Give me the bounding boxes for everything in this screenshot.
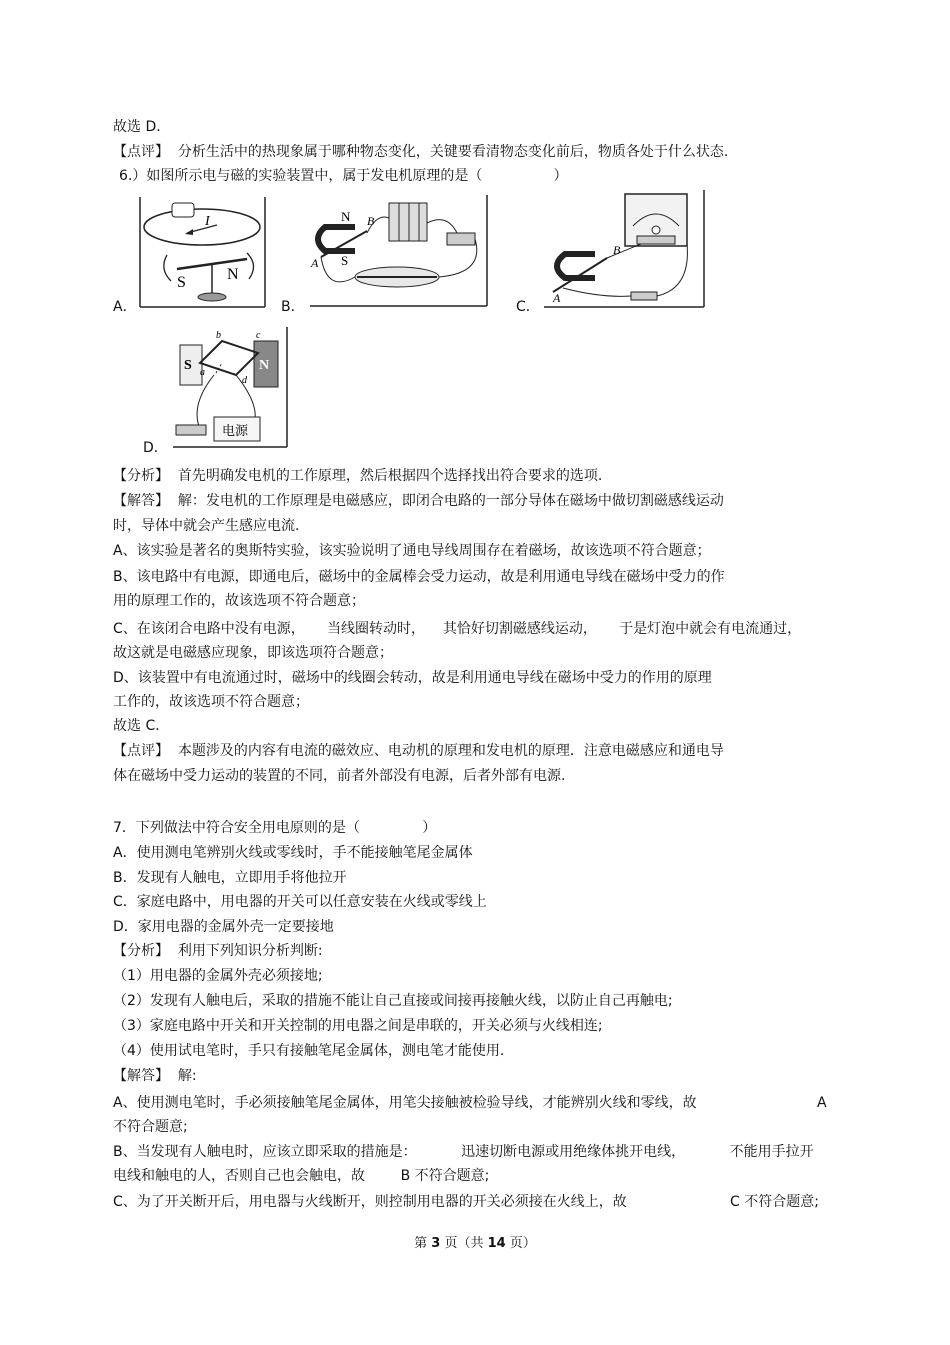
- fig-b-south-label: S: [341, 253, 349, 268]
- q6-answer: 故选 C．: [113, 718, 170, 734]
- q5-comment: 【点评】 分析生活中的热现象属于哪种物态变化，关键要看清物态变化前后，物质各处于什么状态.: [113, 144, 729, 160]
- q7-option-c: C．家庭电路中，用电器的开关可以任意安装在火线或零线上: [113, 894, 487, 910]
- footer-total-pages: 14: [487, 1236, 506, 1251]
- q6-analysis: 【分析】 首先明确发电机的工作原理，然后根据四个选择找出符合要求的选项.: [113, 468, 603, 484]
- q7-point-2: （2）发现有人触电后，采取的措施不能让自己直接或间接再接触火线，以防止自己再触电;: [113, 993, 673, 1009]
- q7-option-a: A．使用测电笔辨别火线或零线时，手不能接触笔尾金属体: [113, 845, 473, 861]
- q7-analysis: 【分析】 利用下列知识分析判断:: [113, 943, 323, 959]
- q7-explain-a-1: A、使用测电笔时，手必须接触笔尾金属体，用笔尖接触被检验导线，才能辨别火线和零线，故: [113, 1095, 697, 1111]
- q6-solution-line-2: 时，导体中就会产生感应电流.: [113, 518, 300, 534]
- fig-d-b-label: b: [216, 330, 221, 341]
- fig-c-b-label: B: [613, 243, 621, 257]
- q5-answer: 故选 D．: [113, 119, 171, 135]
- fig-d-south-label: S: [184, 358, 192, 373]
- q6-solution-line-1: 【解答】 解：发电机的工作原理是电磁感应，即闭合电路的一部分导体在磁场中做切割磁感线运动: [113, 493, 724, 509]
- q6-explain-d-1: D、该装置中有电流通过时，磁场中的线圈会转动，故是利用通电导线在磁场中受力的作用的原理: [113, 670, 712, 686]
- footer-suffix: 页）: [505, 1236, 536, 1251]
- footer-prefix: 第: [414, 1236, 432, 1251]
- fig-d-a-label: a: [200, 367, 205, 378]
- q6-option-a-label: A．: [113, 299, 137, 315]
- fig-a-north-label: N: [227, 266, 239, 283]
- fig-b-north-label: N: [341, 209, 351, 224]
- q6-option-c-label: C．: [516, 299, 540, 315]
- fig-b-b-label: B: [367, 214, 375, 228]
- q7-solution: 【解答】 解:: [113, 1068, 197, 1084]
- q6-figure-c: [541, 188, 706, 310]
- q6-explain-d-2: 工作的，故该选项不符合题意；: [113, 694, 309, 710]
- q7-explain-b-1: B、当发现有人触电时，应该立即采取的措施是： 迅速切断电源或用绝缘体挑开电线， 不能用手拉开: [113, 1144, 814, 1160]
- fig-b-a-label: A: [311, 256, 319, 270]
- q6-explain-c-1: C、在该闭合电路中没有电源， 当线圈转动时， 其恰好切割磁感线运动， 于是灯泡中就会有电流通过，: [113, 621, 802, 637]
- q6-comment-2: 体在磁场中受力运动的装置的不同，前者外部没有电源，后者外部有电源.: [113, 768, 566, 784]
- fig-d-north-label: N: [259, 358, 270, 373]
- q6-option-b-label: B．: [281, 299, 305, 315]
- q6-explain-b-1: B、该电路中有电源，即通电后，磁场中的金属棒会受力运动，故是利用通电导线在磁场中受力的作: [113, 569, 725, 585]
- q6-figure-d: [170, 325, 290, 451]
- q6-figure-b: [307, 193, 489, 310]
- q6-explain-c-2: 故这就是电磁感应现象，即该选项符合题意；: [113, 645, 393, 661]
- fig-a-south-label: S: [177, 274, 186, 291]
- q6-comment-1: 【点评】 本题涉及的内容有电流的磁效应、电动机的原理和发电机的原理．注意电磁感应和通电导: [113, 743, 724, 759]
- q7-explain-b-2: 电线和触电的人，否则自己也会触电，故 B 不符合题意;: [113, 1168, 490, 1184]
- q6-figure-a: [137, 195, 267, 310]
- q7-point-1: （1）用电器的金属外壳必须接地;: [113, 968, 323, 984]
- q7-point-4: （4）使用试电笔时，手只有接触笔尾金属体，测电笔才能使用.: [113, 1043, 505, 1059]
- q6-explain-b-2: 用的原理工作的，故该选项不符合题意；: [113, 593, 365, 609]
- q6-explain-a: A、该实验是著名的奥斯特实验，该实验说明了通电导线周围存在着磁场，故该选项不符合题意；: [113, 543, 711, 559]
- q7-explain-a-tail: A: [817, 1095, 827, 1111]
- q7-option-d: D．家用电器的金属外壳一定要接地: [113, 919, 334, 935]
- q6-option-d-label: D．: [143, 440, 168, 456]
- page-footer: [0, 1232, 950, 1251]
- q7-explain-c-tail: C 不符合题意;: [730, 1194, 819, 1210]
- footer-mid: 页（共: [440, 1236, 488, 1251]
- fig-d-c-label: c: [256, 330, 261, 341]
- q7-explain-a-2: 不符合题意;: [113, 1119, 188, 1135]
- fig-d-d-label: d: [242, 375, 247, 386]
- q7-stem: 7．下列做法中符合安全用电原则的是（ ）: [113, 820, 437, 836]
- footer-page-number: 3: [431, 1236, 441, 1251]
- fig-d-power-label: 电源: [222, 423, 249, 438]
- q6-stem: 6.）如图所示电与磁的实验装置中，属于发电机原理的是（ ）: [119, 168, 568, 184]
- q7-point-3: （3）家庭电路中开关和开关控制的用电器之间是串联的，开关必须与火线相连;: [113, 1018, 603, 1034]
- fig-c-a-label: A: [553, 291, 561, 305]
- q7-explain-c-1: C、为了开关断开后，用电器与火线断开，则控制用电器的开关必须接在火线上，故: [113, 1194, 627, 1210]
- fig-a-current-label: I: [205, 214, 210, 229]
- q7-option-b: B．发现有人触电，立即用手将他拉开: [113, 870, 347, 886]
